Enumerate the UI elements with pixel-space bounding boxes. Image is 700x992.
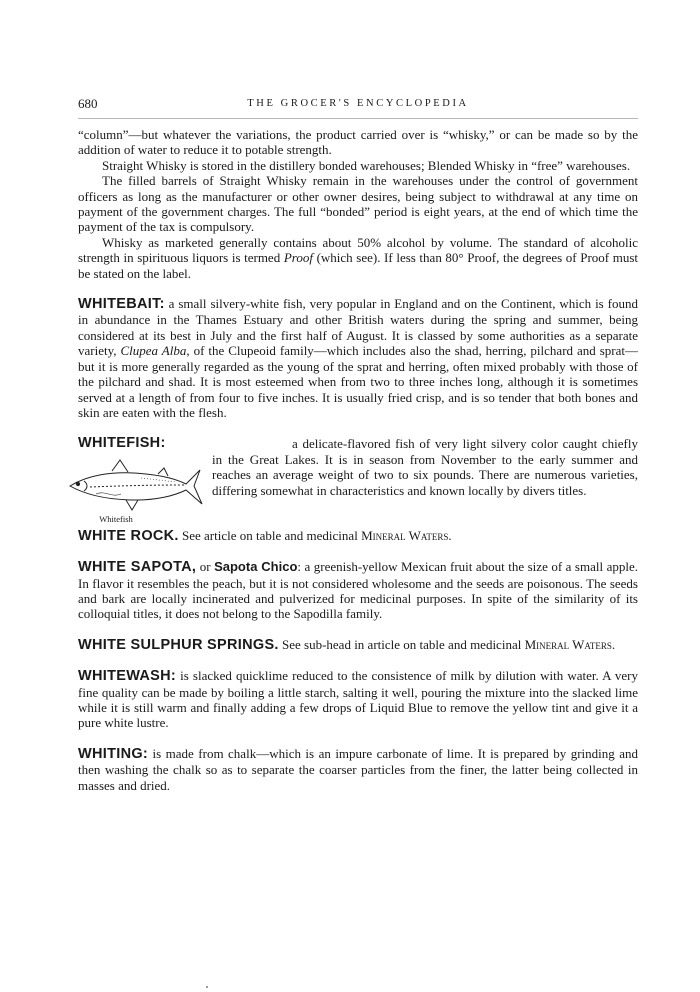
whitefish-text: a delicate-flavored fish of very light silvery color caught chiefly in the Great Lakes. It is in season from November to the early summer and reaches an average weight of two to six pounds. There are numerous varieties, differing somewhat in characteristics and known locally by divers titles. — [212, 436, 638, 498]
page-number: 680 — [78, 96, 98, 111]
print-mark — [206, 986, 208, 988]
entry-whiting: WHITING: is made from chalk—which is an impure carbonate of lime. It is prepared by grinding and then washing the chalk so as to separate the coarser particles from the finer, the latter being collected in masses and dried. — [78, 745, 638, 793]
headword: WHITE SAPOTA, — [78, 559, 197, 576]
headword: WHITEWASH: — [78, 668, 177, 685]
headword: WHITE ROCK. — [78, 527, 179, 544]
latin-name: Clupea Alba — [120, 343, 187, 359]
entry-whitefish — [78, 435, 638, 523]
entry-white-sapota: WHITE SAPOTA, or Sapota Chico: a greenish-yellow Mexican fruit about the size of a small apple. In flavor it resembles the peach, but it is not considered wholesome and the seeds are poisonous. The seeds and bark are locally incinerated and pulverized for medicinal purposes. In spite of the similarity of its colloquial titles, it does not belong to the Sapodilla family. — [78, 559, 638, 622]
entry-whitewash: WHITEWASH: is slacked quicklime reduced to the consistence of milk by dilution with water. A very fine quality can be made by boiling a little starch, salting it well, pouring the mixture into the slacked lime while it is still warm and finally adding a few drops of Liquid Blue to remove the yellow tint and give it a pure white lustre. — [78, 668, 638, 731]
paragraph: “column”—but whatever the variations, the product carried over is “whisky,” or can be made so by the addition of water to reduce it to potable strength. — [78, 127, 638, 158]
headword: WHITING: — [78, 745, 149, 762]
running-title: THE GROCER'S ENCYCLOPEDIA — [247, 98, 469, 109]
whitefish-engraving-icon — [66, 454, 206, 516]
cross-reference: Mineral Waters — [361, 527, 449, 543]
cross-reference: Proof — [283, 250, 313, 266]
headword: WHITE SULPHUR SPRINGS. — [78, 636, 279, 653]
paragraph: The filled barrels of Straight Whisky remain in the warehouses under the control of government officers as long as the manufacturer or other owner desires, being subject to withdrawal at any time on payment of the government charges. The full “bonded” period is eight years, at the end of which time the payment of the tax is compulsory. — [78, 173, 638, 235]
page-content — [78, 96, 638, 793]
entry-whitebait: WHITEBAIT: a small silvery-white fish, very popular in England and on the Continent, which is found in abundance in the Thames Estuary and other British waters during the spring and summer, being considered at its best in July and the first half of August. It is classed by some authorities as a separate variety, Clupea Alba, of the Clupeoid family—which includes also the shad, herring, pilchard and sprat—but it is more generally regarded as the young of the sprat and herring, often mixed probably with those of the pilchard and shad. It is most esteemed when from two to three inches long, although it is sometimes served at a length of from four to five inches. It is usually fried crisp, and is so tender that both bones and skin are eaten with the flesh. — [78, 296, 639, 420]
paragraph: Straight Whisky is stored in the distillery bonded warehouses; Blended Whisky in “free” warehouses. — [102, 157, 631, 173]
headword: WHITEBAIT: — [78, 296, 165, 313]
entry-white-sulphur-springs: WHITE SULPHUR SPRINGS. See sub-head in article on table and medicinal Mineral Waters. — [78, 636, 616, 653]
headword: WHITEFISH: — [78, 435, 166, 452]
alternate-headword: Sapota Chico — [214, 559, 298, 575]
whitefish-figure — [66, 454, 206, 524]
whisky-continuation — [78, 127, 638, 281]
paragraph: Whisky as marketed generally contains about 50% alcohol by volume. The standard of alcoholic strength in spirituous liquors is termed Proof (which see). If less than 80° Proof, the degrees of Proof must be stated on the label. — [78, 234, 638, 281]
cross-reference: Mineral Waters — [524, 636, 612, 652]
figure-caption: Whitefish — [99, 513, 133, 524]
page-header — [78, 96, 638, 119]
entry-white-rock: WHITE ROCK. See article on table and medicinal Mineral Waters. — [78, 527, 452, 544]
